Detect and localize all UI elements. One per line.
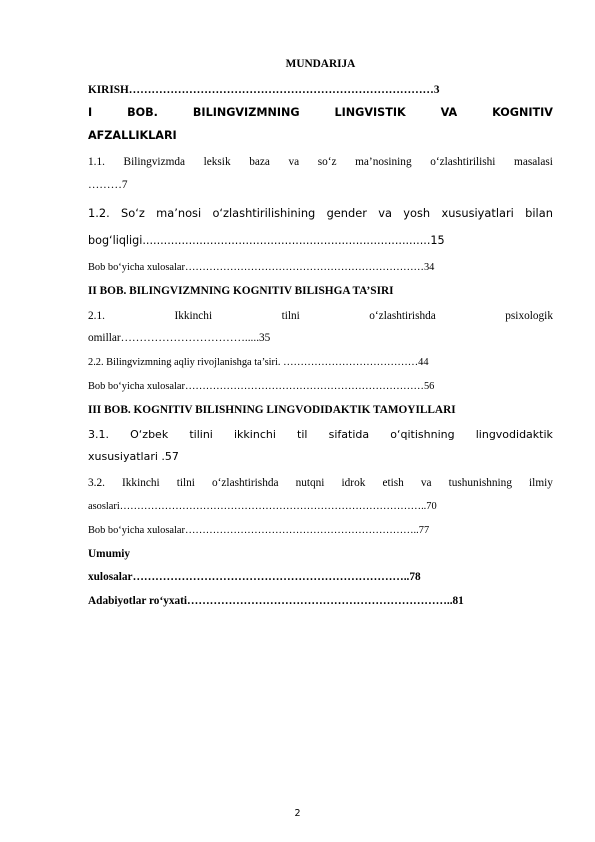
toc-entry-ch1-summary: Bob bo‘yicha xulosalar……………………………………………………………34 — [88, 262, 435, 273]
entry-word: o‘zlashtirilishining — [212, 206, 316, 220]
entry-word: 1.1. — [88, 156, 105, 168]
entry-word: ilmiy — [529, 477, 553, 489]
entry-word: ma’nosining — [355, 156, 412, 168]
toc-chapter2-heading: II BOB. BILINGVIZMNING KOGNITIV BILISHGA TA’SIRI — [88, 285, 394, 297]
entry-word: nutqni — [295, 477, 325, 489]
entry-word: 1.2. — [88, 206, 110, 220]
entry-word: bilan — [525, 206, 553, 220]
heading-word: LINGVISTIK — [334, 106, 406, 119]
entry-word: so‘z — [317, 156, 337, 168]
entry-word: gender — [326, 206, 367, 220]
entry-word: leksik — [203, 156, 231, 168]
toc-entry-1-1 — [88, 155, 553, 169]
toc-entry-conclusion: Umumiy — [88, 548, 131, 560]
toc-chapter3-heading: III BOB. KOGNITIV BILISHNING LINGVODIDAKTIK TAMOYILLARI — [88, 404, 456, 416]
entry-word: yosh — [403, 206, 431, 220]
entry-word: ikkinchi — [234, 428, 276, 441]
entry-word: tilni — [176, 477, 195, 489]
entry-word: sifatida — [328, 428, 370, 441]
toc-entry-2-2: 2.2. Bilingvizmning aqliy rivojlanishga ta’siri. …………………………………44 — [88, 357, 429, 368]
entry-word: 3.2. — [88, 477, 105, 489]
entry-word: etish — [382, 477, 404, 489]
toc-entry-1-2-cont: bog‘liqligi.................................................................................15 — [88, 234, 445, 247]
heading-word: KOGNITIV — [492, 106, 553, 119]
entry-word: 3.1. — [88, 428, 109, 441]
heading-word: BILINGVIZMNING — [192, 106, 300, 119]
entry-word: psixologik — [505, 310, 553, 322]
entry-word: O‘zbek — [130, 428, 169, 441]
toc-entry-conclusion-cont: xulosalar………………………………………………………………..78 — [88, 571, 421, 583]
entry-word: 2.1. — [88, 310, 105, 322]
toc-entry-ch3-summary: Bob bo‘yicha xulosalar…………………………………………………………..77 — [88, 525, 430, 536]
entry-word: So‘z — [121, 206, 145, 220]
entry-word: va — [420, 477, 432, 489]
toc-entry-3-2-cont: asoslari……………………………………………………………………………..70 — [88, 501, 437, 512]
entry-word: idrok — [341, 477, 366, 489]
heading-word: BOB. — [127, 106, 158, 119]
toc-chapter1-heading — [88, 106, 553, 120]
entry-word: tilni — [281, 310, 300, 322]
entry-word: tilini — [189, 428, 213, 441]
toc-entry-1-2 — [88, 205, 553, 221]
entry-word: tushunishning — [448, 477, 512, 489]
toc-entry-2-1 — [88, 309, 553, 323]
entry-word: va — [378, 206, 392, 220]
toc-entry-2-1-cont: omillar…………………………….....35 — [88, 332, 271, 344]
toc-entry-kirish: KIRISH………………………………………………………………………3 — [88, 84, 440, 96]
heading-word: VA — [440, 106, 458, 119]
heading-word: I — [88, 106, 93, 119]
toc-entry-1-1-cont: ………7 — [88, 179, 128, 191]
entry-word: Ikkinchi — [122, 477, 160, 489]
entry-word: o‘zlashtirishda — [369, 310, 436, 322]
entry-word: lingvodidaktik — [475, 428, 553, 441]
entry-word: o‘zlashtirishda — [212, 477, 279, 489]
toc-entry-references: Adabiyotlar ro‘yxati……………………………………………………………..81 — [88, 595, 464, 607]
entry-word: va — [288, 156, 300, 168]
entry-word: o‘zlashtirilishi — [430, 156, 496, 168]
toc-title: MUNDARIJA — [285, 58, 356, 70]
entry-word: masalasi — [514, 156, 553, 168]
entry-word: Bilingvizmda — [123, 156, 186, 168]
entry-word: baza — [249, 156, 270, 168]
entry-word: o‘qitishning — [390, 428, 455, 441]
entry-word: til — [297, 428, 308, 441]
toc-chapter1-heading-cont: AFZALLIKLARI — [88, 129, 177, 142]
toc-entry-ch2-summary: Bob bo‘yicha xulosalar……………………………………………………………56 — [88, 381, 435, 392]
entry-word: Ikkinchi — [174, 310, 213, 322]
toc-entry-3-1-cont: xususiyatlari .57 — [88, 450, 179, 463]
toc-entry-3-1 — [88, 428, 553, 442]
entry-word: xususiyatlari — [441, 206, 514, 220]
page-number: 2 — [294, 808, 301, 819]
toc-entry-3-2 — [88, 476, 553, 490]
entry-word: ma’nosi — [156, 206, 202, 220]
